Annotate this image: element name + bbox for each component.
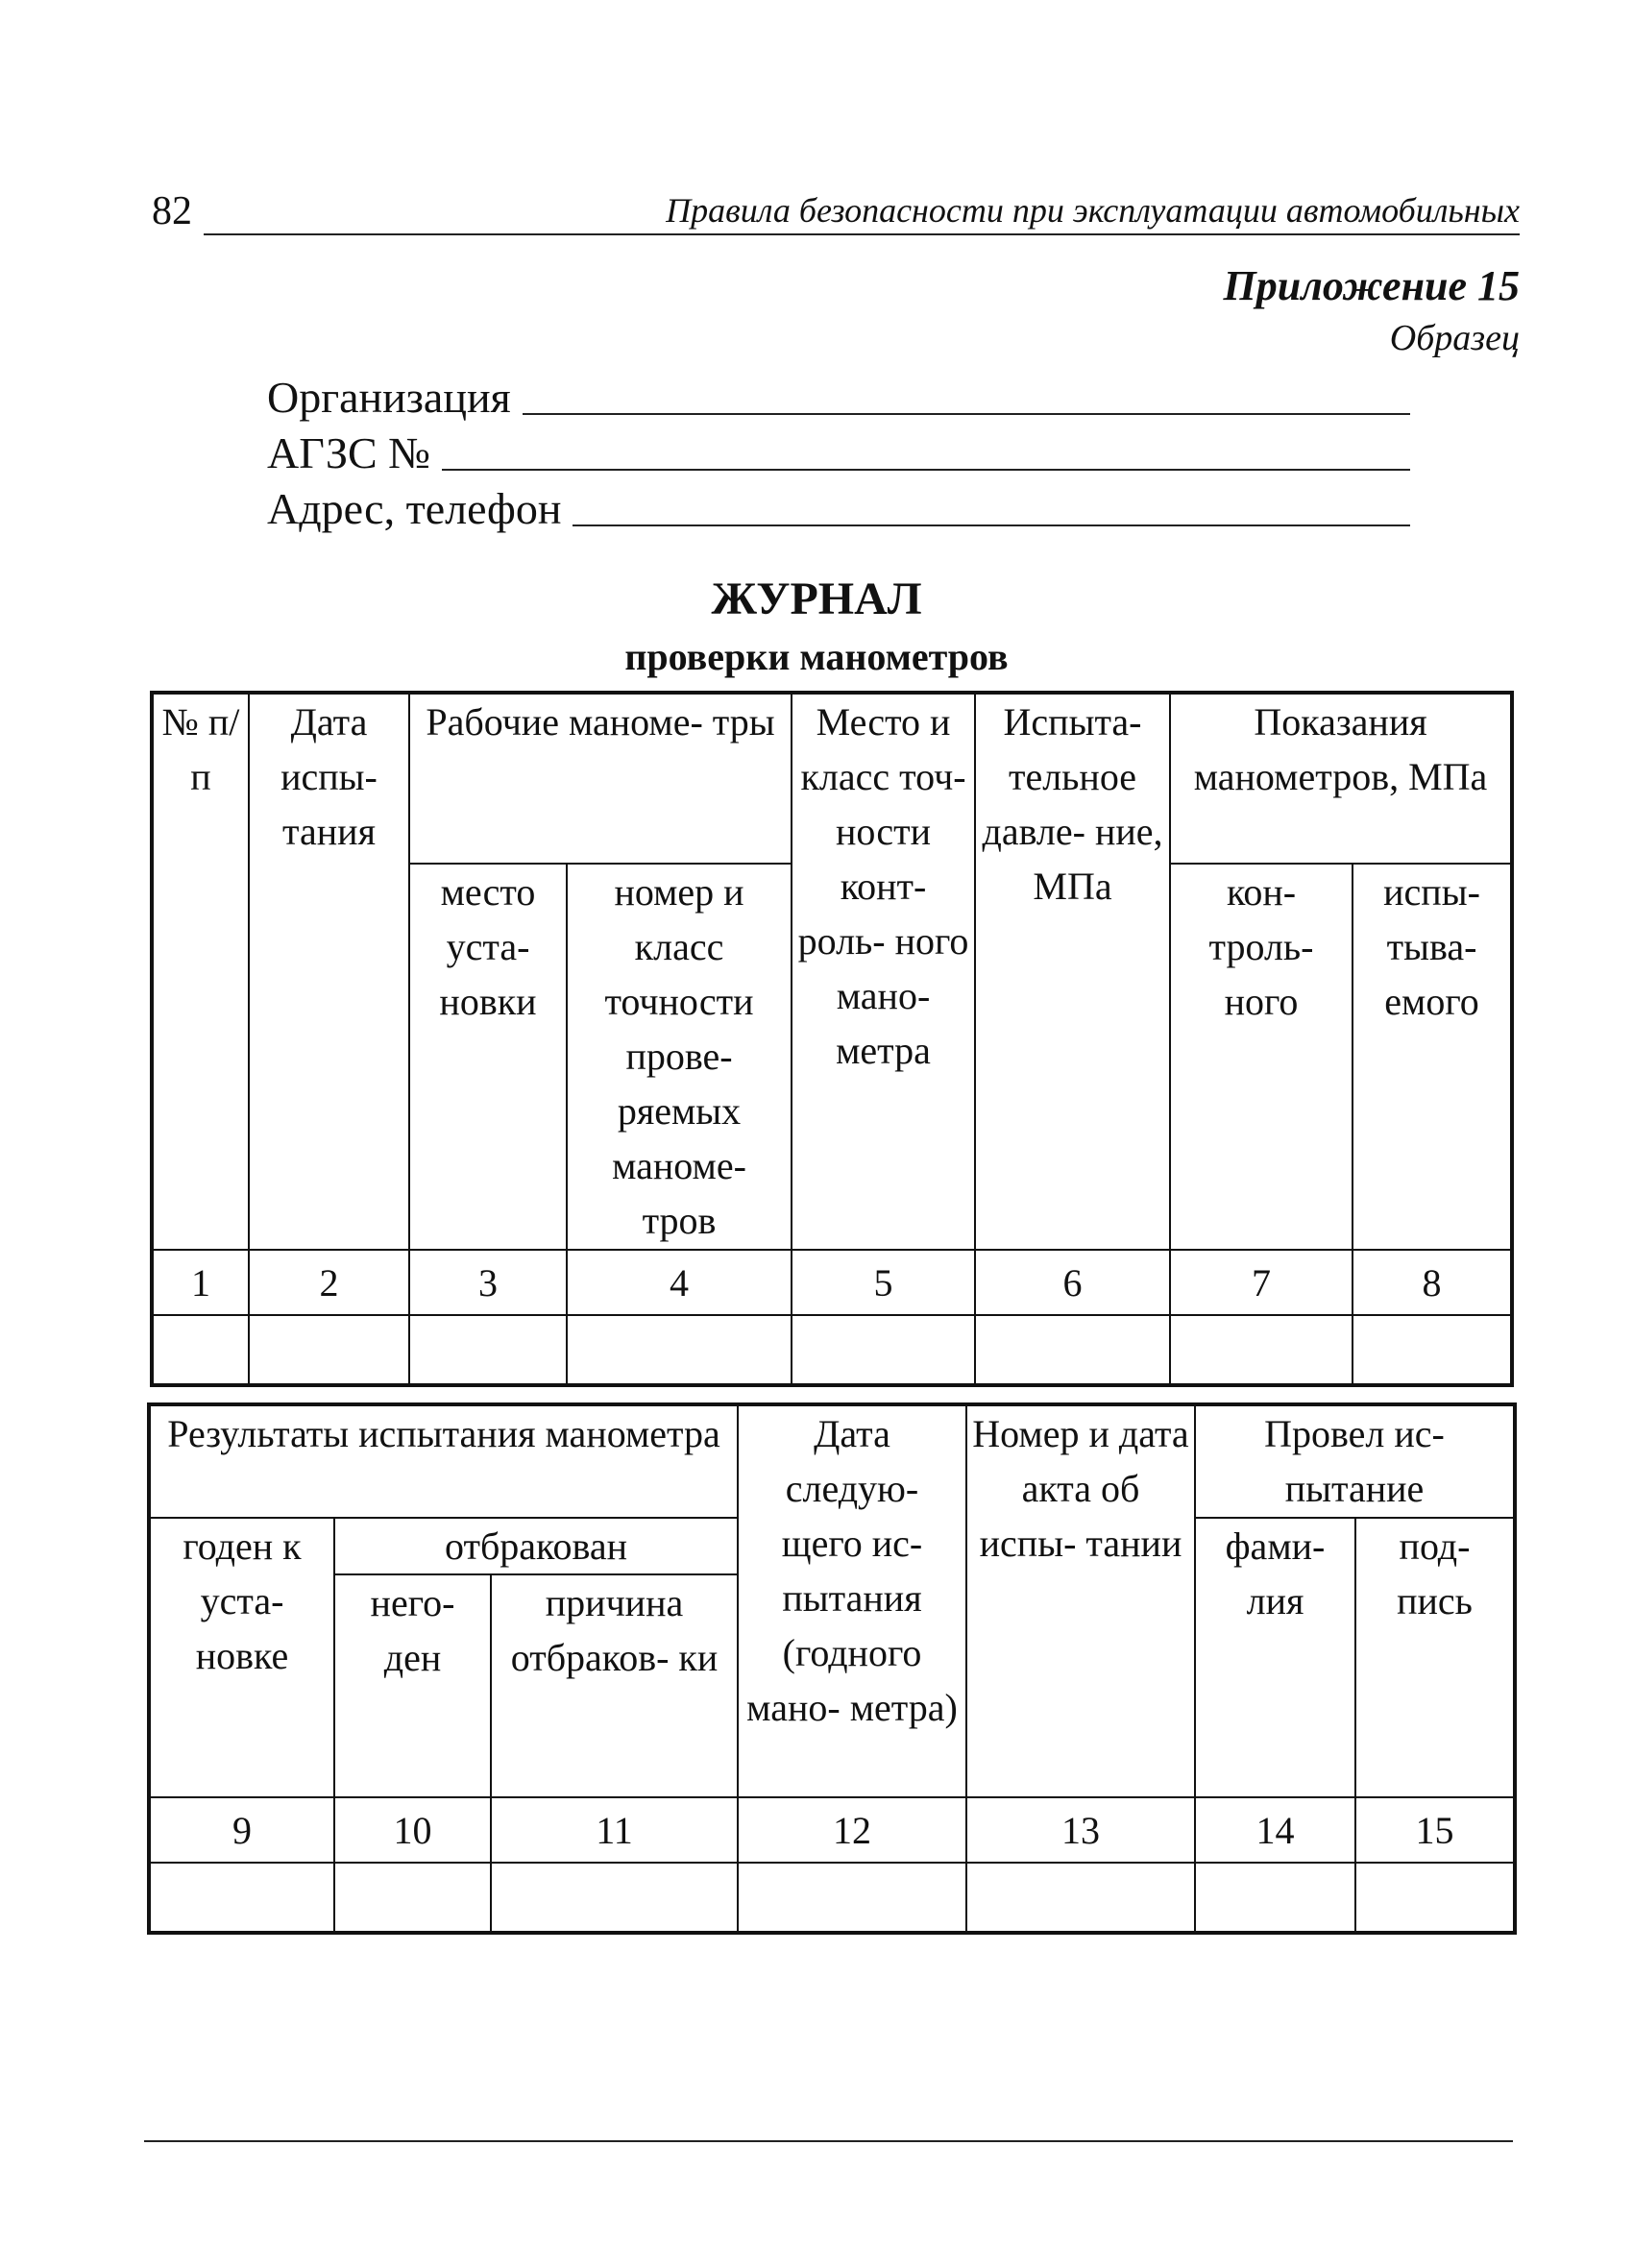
blank-cell[interactable] (491, 1863, 738, 1933)
address-field (267, 480, 1410, 534)
subheader-control-reading: кон- троль- ного (1170, 864, 1353, 1250)
blank-cell[interactable] (966, 1863, 1195, 1933)
blank-cell[interactable] (152, 1315, 249, 1385)
column-number: 15 (1355, 1797, 1515, 1863)
column-number: 4 (567, 1250, 792, 1315)
header-rule (204, 233, 1520, 235)
journal-table-part-2 (147, 1402, 1517, 1935)
blank-cell[interactable] (149, 1863, 334, 1933)
subheader-fit-for-install: годен к уста- новке (149, 1518, 334, 1797)
journal-title: ЖУРНАЛ (711, 573, 922, 624)
column-number: 2 (249, 1250, 409, 1315)
column-number: 5 (792, 1250, 975, 1315)
column-number: 11 (491, 1797, 738, 1863)
agzs-blank-line[interactable] (442, 469, 1410, 471)
blank-cell[interactable] (249, 1315, 409, 1385)
blank-cell[interactable] (738, 1863, 966, 1933)
column-number: 12 (738, 1797, 966, 1863)
blank-cell[interactable] (792, 1315, 975, 1385)
column-number: 14 (1195, 1797, 1355, 1863)
subheader-tested-reading: испы- тыва- емого (1353, 864, 1512, 1250)
blank-cell[interactable] (1353, 1315, 1512, 1385)
running-title: Правила безопасности при эксплуатации автомобильных (666, 191, 1520, 230)
subheader-number-class: номер и класс точности прове- ряемых маноме- тров (567, 864, 792, 1250)
column-number: 6 (975, 1250, 1170, 1315)
organization-blank-line[interactable] (523, 413, 1410, 415)
footer-rule (144, 2140, 1513, 2142)
column-number: 1 (152, 1250, 249, 1315)
column-number: 8 (1353, 1250, 1512, 1315)
subheader-rejection-reason: причина отбраков- ки (491, 1574, 738, 1797)
header-working-gauges: Рабочие маноме- тры (409, 693, 792, 864)
column-number: 7 (1170, 1250, 1353, 1315)
blank-cell[interactable] (567, 1315, 792, 1385)
address-blank-line[interactable] (573, 524, 1410, 526)
address-label: Адрес, телефон (267, 484, 562, 533)
header-control-gauge-place-class: Место и класс точ- ности конт- роль- ного мано- метра (792, 693, 975, 1250)
blank-cell[interactable] (409, 1315, 567, 1385)
header-test-conducted-by: Провел ис- пытание (1195, 1404, 1515, 1518)
header-no: № п/п (152, 693, 249, 1250)
header-act-number-date: Номер и дата акта об испы- тании (966, 1404, 1195, 1797)
column-number: 10 (334, 1797, 491, 1863)
blank-cell[interactable] (975, 1315, 1170, 1385)
agzs-label: АГЗС № (267, 428, 431, 477)
header-next-test-date: Дата следую- щего ис- пытания (годного мано- метра) (738, 1404, 966, 1797)
sample-label: Образец (1389, 318, 1520, 358)
header-test-pressure: Испыта- тельное давле- ние, МПа (975, 693, 1170, 1250)
appendix-label: Приложение 15 (1223, 262, 1520, 309)
organization-field (267, 369, 1410, 423)
subheader-rejected: отбракован (334, 1518, 738, 1574)
column-number: 9 (149, 1797, 334, 1863)
organization-label: Организация (267, 373, 511, 422)
header-test-date: Дата испы- тания (249, 693, 409, 1250)
blank-cell[interactable] (334, 1863, 491, 1933)
blank-cell[interactable] (1170, 1315, 1353, 1385)
subheader-install-place: место уста- новки (409, 864, 567, 1250)
header-gauge-readings: Показания манометров, МПа (1170, 693, 1512, 864)
blank-cell[interactable] (1195, 1863, 1355, 1933)
journal-table-part-1 (150, 691, 1514, 1387)
header-test-results: Результаты испытания манометра (149, 1404, 738, 1518)
agzs-field (267, 425, 1410, 478)
subheader-surname: фами- лия (1195, 1518, 1355, 1797)
column-number: 3 (409, 1250, 567, 1315)
blank-cell[interactable] (1355, 1863, 1515, 1933)
column-number: 13 (966, 1797, 1195, 1863)
page-number: 82 (152, 189, 192, 233)
subheader-unfit: него- ден (334, 1574, 491, 1797)
journal-subtitle: проверки манометров (624, 635, 1009, 678)
subheader-signature: под- пись (1355, 1518, 1515, 1797)
